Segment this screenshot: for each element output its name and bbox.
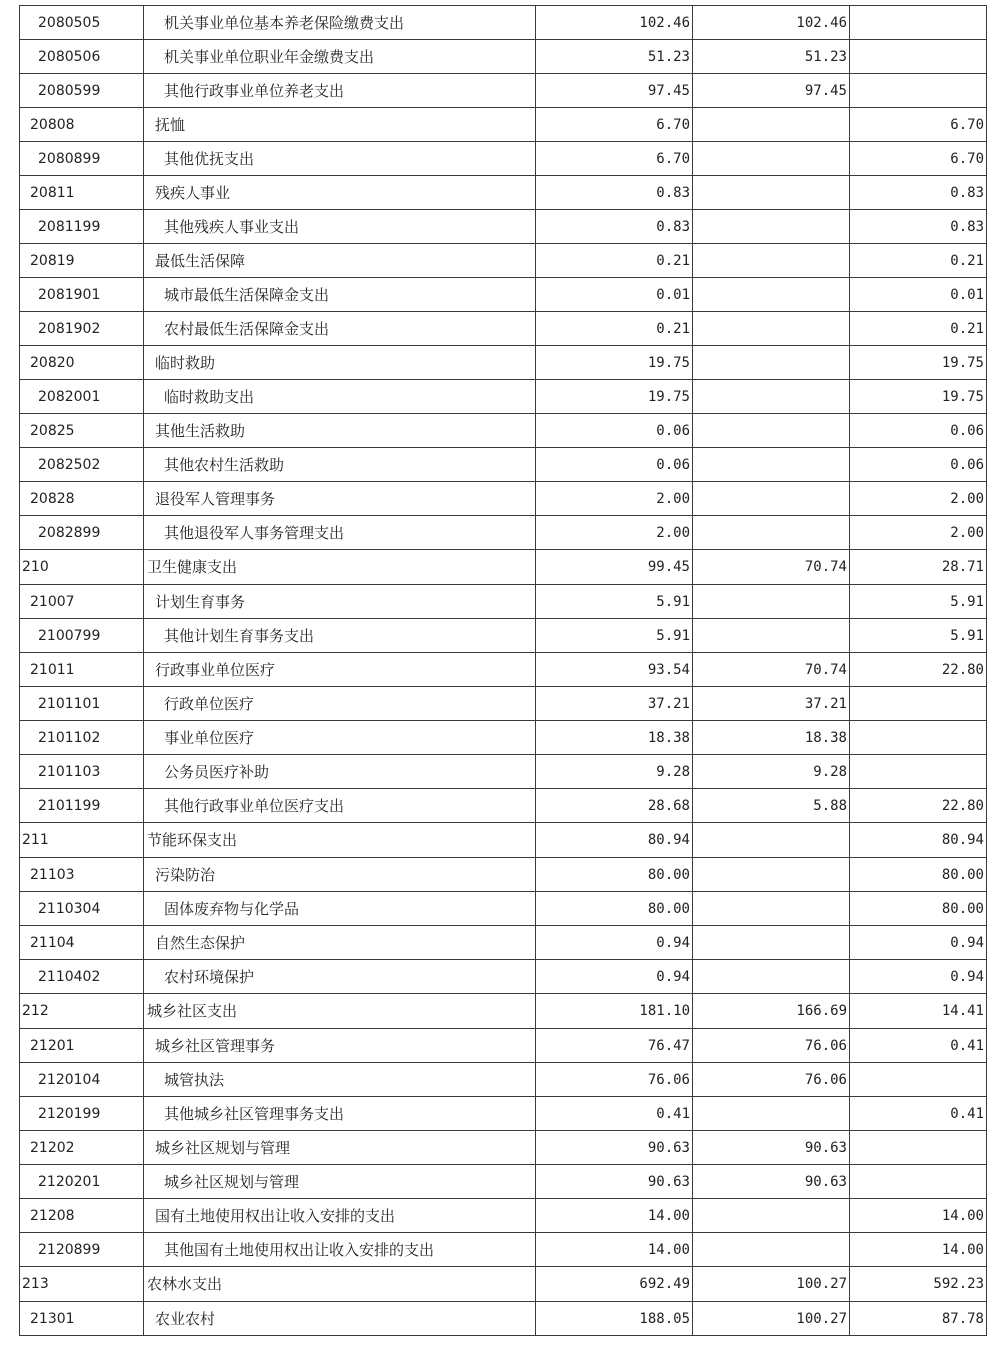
total-amount-cell: 0.94 (536, 926, 693, 960)
subject-code-cell: 2120201 (20, 1165, 144, 1199)
basic-expenditure-cell (693, 414, 850, 448)
total-amount-cell: 28.68 (536, 789, 693, 823)
table-row (20, 926, 987, 960)
total-amount-cell: 0.06 (536, 414, 693, 448)
table-row (20, 823, 987, 858)
basic-expenditure-cell: 102.46 (693, 6, 850, 40)
subject-code-cell: 2082899 (20, 516, 144, 550)
total-amount-cell: 90.63 (536, 1165, 693, 1199)
table-row (20, 755, 987, 789)
basic-expenditure-cell: 90.63 (693, 1131, 850, 1165)
subject-name-cell: 其他生活救助 (144, 414, 536, 448)
basic-expenditure-cell: 76.06 (693, 1063, 850, 1097)
subject-name-cell: 城乡社区规划与管理 (144, 1131, 536, 1165)
table-row (20, 1199, 987, 1233)
subject-name-cell: 农业农村 (144, 1302, 536, 1336)
subject-code-cell: 2080505 (20, 6, 144, 40)
basic-expenditure-cell (693, 108, 850, 142)
subject-name-cell: 其他城乡社区管理事务支出 (144, 1097, 536, 1131)
total-amount-cell: 76.06 (536, 1063, 693, 1097)
basic-expenditure-cell (693, 380, 850, 414)
project-expenditure-cell: 592.23 (850, 1267, 987, 1302)
total-amount-cell: 80.00 (536, 892, 693, 926)
project-expenditure-cell (850, 721, 987, 755)
subject-name-cell: 机关事业单位基本养老保险缴费支出 (144, 6, 536, 40)
basic-expenditure-cell: 90.63 (693, 1165, 850, 1199)
total-amount-cell: 19.75 (536, 346, 693, 380)
project-expenditure-cell: 0.21 (850, 244, 987, 278)
total-amount-cell: 76.47 (536, 1029, 693, 1063)
subject-code-cell: 21202 (20, 1131, 144, 1165)
subject-code-cell: 20825 (20, 414, 144, 448)
subject-name-cell: 抚恤 (144, 108, 536, 142)
total-amount-cell: 14.00 (536, 1199, 693, 1233)
basic-expenditure-cell (693, 482, 850, 516)
project-expenditure-cell: 6.70 (850, 142, 987, 176)
subject-name-cell: 自然生态保护 (144, 926, 536, 960)
project-expenditure-cell: 6.70 (850, 108, 987, 142)
project-expenditure-cell (850, 755, 987, 789)
project-expenditure-cell (850, 40, 987, 74)
table-row (20, 960, 987, 994)
project-expenditure-cell: 14.41 (850, 994, 987, 1029)
table-row (20, 858, 987, 892)
total-amount-cell: 102.46 (536, 6, 693, 40)
subject-code-cell: 21007 (20, 585, 144, 619)
basic-expenditure-cell (693, 516, 850, 550)
basic-expenditure-cell (693, 619, 850, 653)
total-amount-cell: 51.23 (536, 40, 693, 74)
table-row (20, 346, 987, 380)
project-expenditure-cell: 5.91 (850, 619, 987, 653)
subject-code-cell: 2110304 (20, 892, 144, 926)
basic-expenditure-cell (693, 1199, 850, 1233)
table-row (20, 687, 987, 721)
subject-name-cell: 临时救助支出 (144, 380, 536, 414)
table-row (20, 585, 987, 619)
subject-code-cell: 2100799 (20, 619, 144, 653)
project-expenditure-cell: 0.41 (850, 1097, 987, 1131)
project-expenditure-cell: 87.78 (850, 1302, 987, 1336)
subject-name-cell: 事业单位医疗 (144, 721, 536, 755)
subject-code-cell: 2110402 (20, 960, 144, 994)
basic-expenditure-cell (693, 1233, 850, 1267)
total-amount-cell: 14.00 (536, 1233, 693, 1267)
table-row (20, 994, 987, 1029)
project-expenditure-cell: 80.00 (850, 892, 987, 926)
subject-code-cell: 20811 (20, 176, 144, 210)
total-amount-cell: 90.63 (536, 1131, 693, 1165)
subject-code-cell: 20820 (20, 346, 144, 380)
basic-expenditure-cell: 5.88 (693, 789, 850, 823)
project-expenditure-cell (850, 687, 987, 721)
total-amount-cell: 692.49 (536, 1267, 693, 1302)
project-expenditure-cell: 14.00 (850, 1233, 987, 1267)
project-expenditure-cell: 0.41 (850, 1029, 987, 1063)
subject-code-cell: 20828 (20, 482, 144, 516)
project-expenditure-cell: 22.80 (850, 789, 987, 823)
basic-expenditure-cell: 9.28 (693, 755, 850, 789)
subject-code-cell: 21201 (20, 1029, 144, 1063)
table-row (20, 74, 987, 108)
basic-expenditure-cell: 76.06 (693, 1029, 850, 1063)
subject-code-cell: 20819 (20, 244, 144, 278)
table-row (20, 176, 987, 210)
project-expenditure-cell (850, 1165, 987, 1199)
basic-expenditure-cell (693, 244, 850, 278)
table-row (20, 1131, 987, 1165)
subject-name-cell: 其他行政事业单位养老支出 (144, 74, 536, 108)
project-expenditure-cell: 80.94 (850, 823, 987, 858)
subject-name-cell: 城管执法 (144, 1063, 536, 1097)
project-expenditure-cell: 0.83 (850, 210, 987, 244)
subject-name-cell: 其他行政事业单位医疗支出 (144, 789, 536, 823)
total-amount-cell: 80.94 (536, 823, 693, 858)
subject-name-cell: 退役军人管理事务 (144, 482, 536, 516)
table-row (20, 516, 987, 550)
table-row (20, 1097, 987, 1131)
basic-expenditure-cell (693, 142, 850, 176)
project-expenditure-cell (850, 74, 987, 108)
table-row (20, 1233, 987, 1267)
subject-name-cell: 公务员医疗补助 (144, 755, 536, 789)
total-amount-cell: 2.00 (536, 516, 693, 550)
total-amount-cell: 0.83 (536, 176, 693, 210)
total-amount-cell: 0.21 (536, 312, 693, 346)
project-expenditure-cell: 22.80 (850, 653, 987, 687)
table-row (20, 278, 987, 312)
table-row (20, 414, 987, 448)
total-amount-cell: 0.83 (536, 210, 693, 244)
basic-expenditure-cell (693, 346, 850, 380)
subject-name-cell: 计划生育事务 (144, 585, 536, 619)
table-row (20, 210, 987, 244)
project-expenditure-cell (850, 1063, 987, 1097)
table-row (20, 482, 987, 516)
table-row (20, 312, 987, 346)
basic-expenditure-cell: 70.74 (693, 550, 850, 585)
subject-name-cell: 城乡社区管理事务 (144, 1029, 536, 1063)
total-amount-cell: 18.38 (536, 721, 693, 755)
project-expenditure-cell: 28.71 (850, 550, 987, 585)
project-expenditure-cell: 0.01 (850, 278, 987, 312)
subject-code-cell: 2080899 (20, 142, 144, 176)
subject-code-cell: 20808 (20, 108, 144, 142)
subject-name-cell: 行政单位医疗 (144, 687, 536, 721)
total-amount-cell: 6.70 (536, 108, 693, 142)
table-body (20, 6, 987, 1336)
subject-code-cell: 21208 (20, 1199, 144, 1233)
subject-name-cell: 城乡社区规划与管理 (144, 1165, 536, 1199)
total-amount-cell: 9.28 (536, 755, 693, 789)
project-expenditure-cell: 0.83 (850, 176, 987, 210)
basic-expenditure-cell (693, 312, 850, 346)
table-row (20, 892, 987, 926)
table-row (20, 40, 987, 74)
basic-expenditure-cell: 70.74 (693, 653, 850, 687)
total-amount-cell: 0.01 (536, 278, 693, 312)
subject-code-cell: 2101102 (20, 721, 144, 755)
subject-name-cell: 其他残疾人事业支出 (144, 210, 536, 244)
table-row (20, 721, 987, 755)
subject-code-cell: 21011 (20, 653, 144, 687)
project-expenditure-cell: 5.91 (850, 585, 987, 619)
table-row (20, 619, 987, 653)
basic-expenditure-cell (693, 858, 850, 892)
subject-code-cell: 210 (20, 550, 144, 585)
subject-code-cell: 2101101 (20, 687, 144, 721)
table-row (20, 1063, 987, 1097)
subject-name-cell: 其他优抚支出 (144, 142, 536, 176)
subject-code-cell: 21104 (20, 926, 144, 960)
total-amount-cell: 2.00 (536, 482, 693, 516)
project-expenditure-cell (850, 1131, 987, 1165)
basic-expenditure-cell: 51.23 (693, 40, 850, 74)
basic-expenditure-cell (693, 585, 850, 619)
project-expenditure-cell: 2.00 (850, 482, 987, 516)
budget-expenditure-table (19, 5, 987, 1336)
total-amount-cell: 181.10 (536, 994, 693, 1029)
subject-name-cell: 污染防治 (144, 858, 536, 892)
basic-expenditure-cell (693, 210, 850, 244)
total-amount-cell: 99.45 (536, 550, 693, 585)
table-row (20, 789, 987, 823)
project-expenditure-cell: 14.00 (850, 1199, 987, 1233)
subject-code-cell: 2080599 (20, 74, 144, 108)
project-expenditure-cell: 19.75 (850, 380, 987, 414)
total-amount-cell: 80.00 (536, 858, 693, 892)
table-row (20, 1165, 987, 1199)
project-expenditure-cell: 19.75 (850, 346, 987, 380)
subject-name-cell: 其他退役军人事务管理支出 (144, 516, 536, 550)
basic-expenditure-cell (693, 960, 850, 994)
project-expenditure-cell: 80.00 (850, 858, 987, 892)
subject-name-cell: 行政事业单位医疗 (144, 653, 536, 687)
subject-name-cell: 其他计划生育事务支出 (144, 619, 536, 653)
subject-code-cell: 211 (20, 823, 144, 858)
total-amount-cell: 37.21 (536, 687, 693, 721)
table-row (20, 1267, 987, 1302)
subject-code-cell: 2081901 (20, 278, 144, 312)
subject-name-cell: 最低生活保障 (144, 244, 536, 278)
basic-expenditure-cell (693, 278, 850, 312)
basic-expenditure-cell (693, 448, 850, 482)
project-expenditure-cell: 0.94 (850, 926, 987, 960)
basic-expenditure-cell (693, 823, 850, 858)
subject-name-cell: 固体废弃物与化学品 (144, 892, 536, 926)
basic-expenditure-cell (693, 892, 850, 926)
subject-code-cell: 2120899 (20, 1233, 144, 1267)
total-amount-cell: 0.21 (536, 244, 693, 278)
table-row (20, 653, 987, 687)
total-amount-cell: 0.41 (536, 1097, 693, 1131)
total-amount-cell: 19.75 (536, 380, 693, 414)
basic-expenditure-cell (693, 176, 850, 210)
project-expenditure-cell: 2.00 (850, 516, 987, 550)
subject-code-cell: 2082502 (20, 448, 144, 482)
subject-name-cell: 农林水支出 (144, 1267, 536, 1302)
subject-name-cell: 城乡社区支出 (144, 994, 536, 1029)
table-row (20, 448, 987, 482)
total-amount-cell: 6.70 (536, 142, 693, 176)
project-expenditure-cell: 0.94 (850, 960, 987, 994)
project-expenditure-cell (850, 6, 987, 40)
basic-expenditure-cell: 100.27 (693, 1267, 850, 1302)
subject-name-cell: 节能环保支出 (144, 823, 536, 858)
table-row (20, 108, 987, 142)
subject-code-cell: 2101199 (20, 789, 144, 823)
total-amount-cell: 0.94 (536, 960, 693, 994)
subject-code-cell: 2101103 (20, 755, 144, 789)
basic-expenditure-cell (693, 926, 850, 960)
subject-code-cell: 2081199 (20, 210, 144, 244)
project-expenditure-cell: 0.06 (850, 448, 987, 482)
project-expenditure-cell: 0.21 (850, 312, 987, 346)
total-amount-cell: 188.05 (536, 1302, 693, 1336)
subject-name-cell: 城市最低生活保障金支出 (144, 278, 536, 312)
subject-code-cell: 2120104 (20, 1063, 144, 1097)
subject-name-cell: 农村环境保护 (144, 960, 536, 994)
subject-code-cell: 2120199 (20, 1097, 144, 1131)
total-amount-cell: 0.06 (536, 448, 693, 482)
total-amount-cell: 97.45 (536, 74, 693, 108)
subject-code-cell: 213 (20, 1267, 144, 1302)
basic-expenditure-cell (693, 1097, 850, 1131)
subject-name-cell: 国有土地使用权出让收入安排的支出 (144, 1199, 536, 1233)
subject-code-cell: 2080506 (20, 40, 144, 74)
table-row (20, 1029, 987, 1063)
subject-code-cell: 2081902 (20, 312, 144, 346)
table-row (20, 244, 987, 278)
table-row (20, 1302, 987, 1336)
subject-name-cell: 其他国有土地使用权出让收入安排的支出 (144, 1233, 536, 1267)
subject-name-cell: 机关事业单位职业年金缴费支出 (144, 40, 536, 74)
table-row (20, 6, 987, 40)
table-row (20, 142, 987, 176)
subject-name-cell: 其他农村生活救助 (144, 448, 536, 482)
basic-expenditure-cell: 166.69 (693, 994, 850, 1029)
project-expenditure-cell: 0.06 (850, 414, 987, 448)
total-amount-cell: 5.91 (536, 619, 693, 653)
table-row (20, 380, 987, 414)
subject-name-cell: 农村最低生活保障金支出 (144, 312, 536, 346)
total-amount-cell: 5.91 (536, 585, 693, 619)
table-row (20, 550, 987, 585)
subject-name-cell: 卫生健康支出 (144, 550, 536, 585)
subject-code-cell: 2082001 (20, 380, 144, 414)
basic-expenditure-cell: 37.21 (693, 687, 850, 721)
subject-name-cell: 临时救助 (144, 346, 536, 380)
basic-expenditure-cell: 100.27 (693, 1302, 850, 1336)
total-amount-cell: 93.54 (536, 653, 693, 687)
subject-code-cell: 21103 (20, 858, 144, 892)
subject-name-cell: 残疾人事业 (144, 176, 536, 210)
subject-code-cell: 21301 (20, 1302, 144, 1336)
subject-code-cell: 212 (20, 994, 144, 1029)
basic-expenditure-cell: 97.45 (693, 74, 850, 108)
basic-expenditure-cell: 18.38 (693, 721, 850, 755)
